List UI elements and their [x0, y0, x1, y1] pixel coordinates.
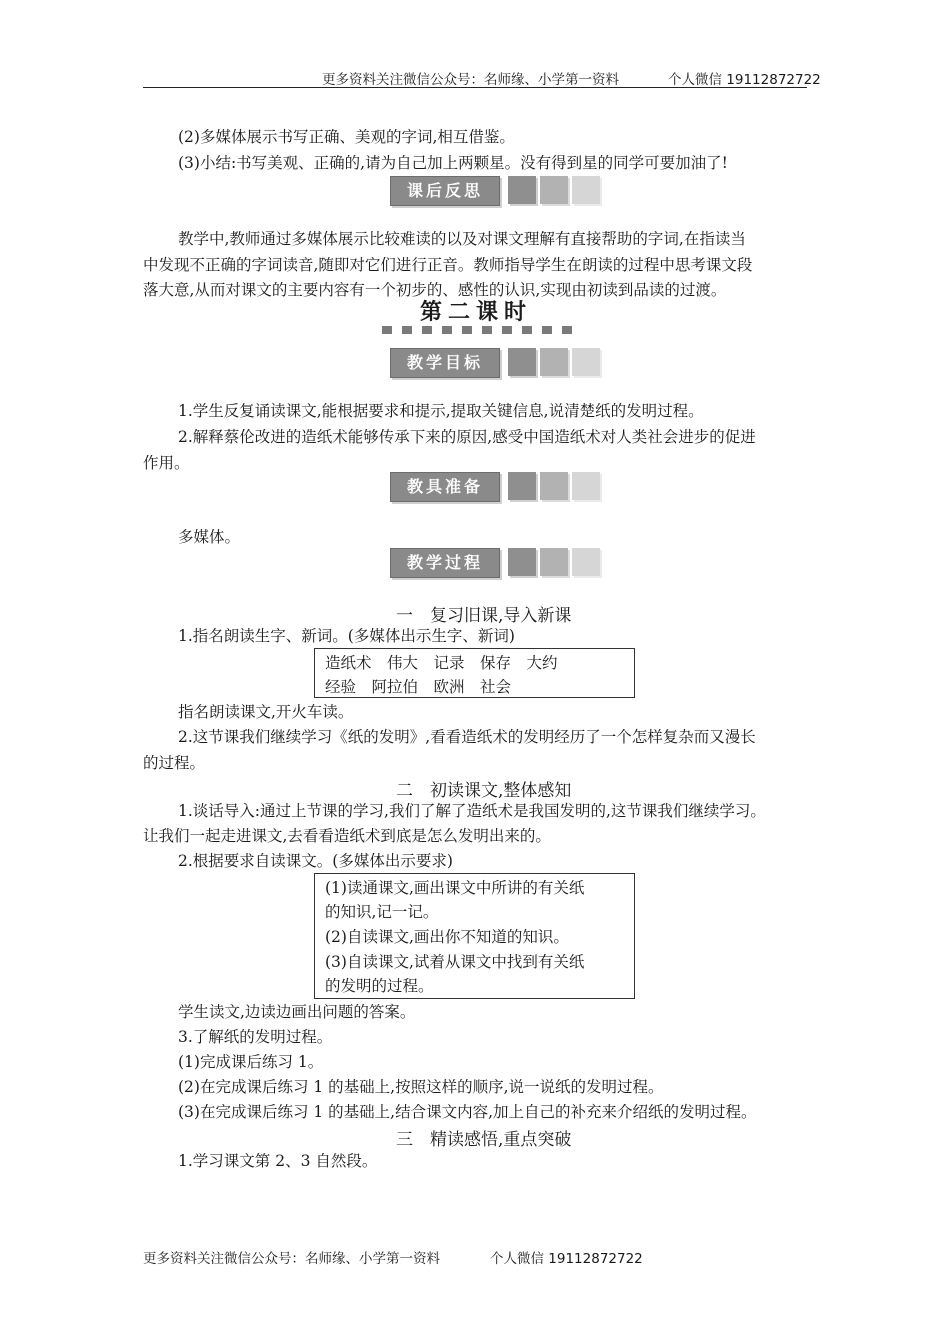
decor-square	[540, 472, 568, 500]
lesson-title-dots	[382, 322, 572, 338]
decor-square	[508, 548, 536, 576]
decor-square	[540, 348, 568, 376]
header-notice: 更多资料关注微信公众号：名师缘、小学第一资料	[322, 72, 619, 88]
decor-square	[508, 176, 536, 204]
decor-square	[572, 548, 600, 576]
requirement-1: (1)读通课文,画出课文中所讲的有关纸	[325, 879, 585, 897]
part3-heading: 三 精读感悟,重点突破	[396, 1130, 572, 1150]
requirement-1-cont: 的知识,记一记。	[325, 903, 439, 921]
part2-step-3: 3.了解纸的发明过程。	[178, 1028, 333, 1046]
reflection-line-3: 落大意,从而对课文的主要内容有一个初步的、感性的认识,实现由初读到品读的过渡。	[143, 281, 727, 299]
section-label: 教学过程	[390, 548, 500, 578]
goal-1: 1.学生反复诵读课文,能根据要求和提示,提取关键信息,说清楚纸的发明过程。	[178, 402, 704, 420]
footer-notice: 更多资料关注微信公众号：名师缘、小学第一资料	[143, 1251, 440, 1267]
section-label: 教具准备	[390, 472, 500, 502]
requirement-3: (3)自读课文,试着从课文中找到有关纸	[325, 953, 585, 971]
part2-step-3b: (2)在完成课后练习 1 的基础上,按照这样的顺序,说一说纸的发明过程。	[178, 1078, 664, 1096]
footer-wechat: 个人微信 19112872722	[490, 1251, 643, 1267]
part2-step-1: 1.谈话导入:通过上节课的学习,我们了解了造纸术是我国发明的,这节课我们继续学习。	[178, 802, 766, 820]
part1-step-2: 2.这节课我们继续学习《纸的发明》,看看造纸术的发明经历了一个怎样复杂而又漫长	[178, 728, 756, 746]
lesson-title: 第二课时	[420, 300, 533, 325]
requirements-box	[314, 873, 635, 999]
vocabulary-row-1: 造纸术 伟大 记录 保存 大约	[325, 654, 558, 672]
part2-heading: 二 初读课文,整体感知	[396, 781, 572, 801]
part1-heading: 一 复习旧课,导入新课	[396, 606, 572, 626]
reflection-line-2: 中发现不正确的字词读音,随即对它们进行正音。教师指导学生在朗读的过程中思考课文段	[143, 256, 753, 274]
tools-text: 多媒体。	[178, 528, 241, 546]
section-label: 课后反思	[390, 176, 500, 206]
part2-step-2: 2.根据要求自读课文。(多媒体出示要求)	[178, 852, 453, 870]
part2-step-1-cont: 让我们一起走进课文,去看看造纸术到底是怎么发明出来的。	[143, 827, 551, 845]
part1-step-1b: 指名朗读课文,开火车读。	[178, 703, 354, 721]
part2-step-3c: (3)在完成课后练习 1 的基础上,结合课文内容,加上自己的补充来介绍纸的发明过程。	[178, 1103, 757, 1121]
part1-step-2-cont: 的过程。	[143, 754, 206, 772]
decor-square	[540, 548, 568, 576]
vocabulary-row-2: 经验 阿拉伯 欧洲 社会	[325, 678, 512, 696]
goal-2-cont: 作用。	[143, 454, 190, 472]
section-label: 教学目标	[390, 348, 500, 378]
part2-step-3a: (1)完成课后练习 1。	[178, 1053, 324, 1071]
part1-step-1: 1.指名朗读生字、新词。(多媒体出示生字、新词)	[178, 627, 515, 645]
decor-square	[540, 176, 568, 204]
decor-square	[508, 472, 536, 500]
decor-square	[572, 176, 600, 204]
header-wechat: 个人微信 19112872722	[668, 72, 821, 88]
decor-square	[508, 348, 536, 376]
requirement-2: (2)自读课文,画出你不知道的知识。	[325, 928, 569, 946]
reflection-line-1: 教学中,教师通过多媒体展示比较难读的以及对课文理解有直接帮助的字词,在指读当	[178, 230, 746, 248]
intro-step-3: (3)小结:书写美观、正确的,请为自己加上两颗星。没有得到星的同学可要加油了!	[178, 154, 728, 172]
intro-step-2: (2)多媒体展示书写正确、美观的字词,相互借鉴。	[178, 128, 515, 146]
vocabulary-box	[314, 648, 635, 698]
part2-step-2b: 学生读文,边读边画出问题的答案。	[178, 1003, 416, 1021]
goal-2: 2.解释蔡伦改进的造纸术能够传承下来的原因,感受中国造纸术对人类社会进步的促进	[178, 428, 756, 446]
part3-step-1: 1.学习课文第 2、3 自然段。	[178, 1152, 378, 1170]
header-divider	[143, 87, 807, 88]
requirement-3-cont: 的发明的过程。	[325, 977, 434, 995]
decor-square	[572, 472, 600, 500]
decor-square	[572, 348, 600, 376]
